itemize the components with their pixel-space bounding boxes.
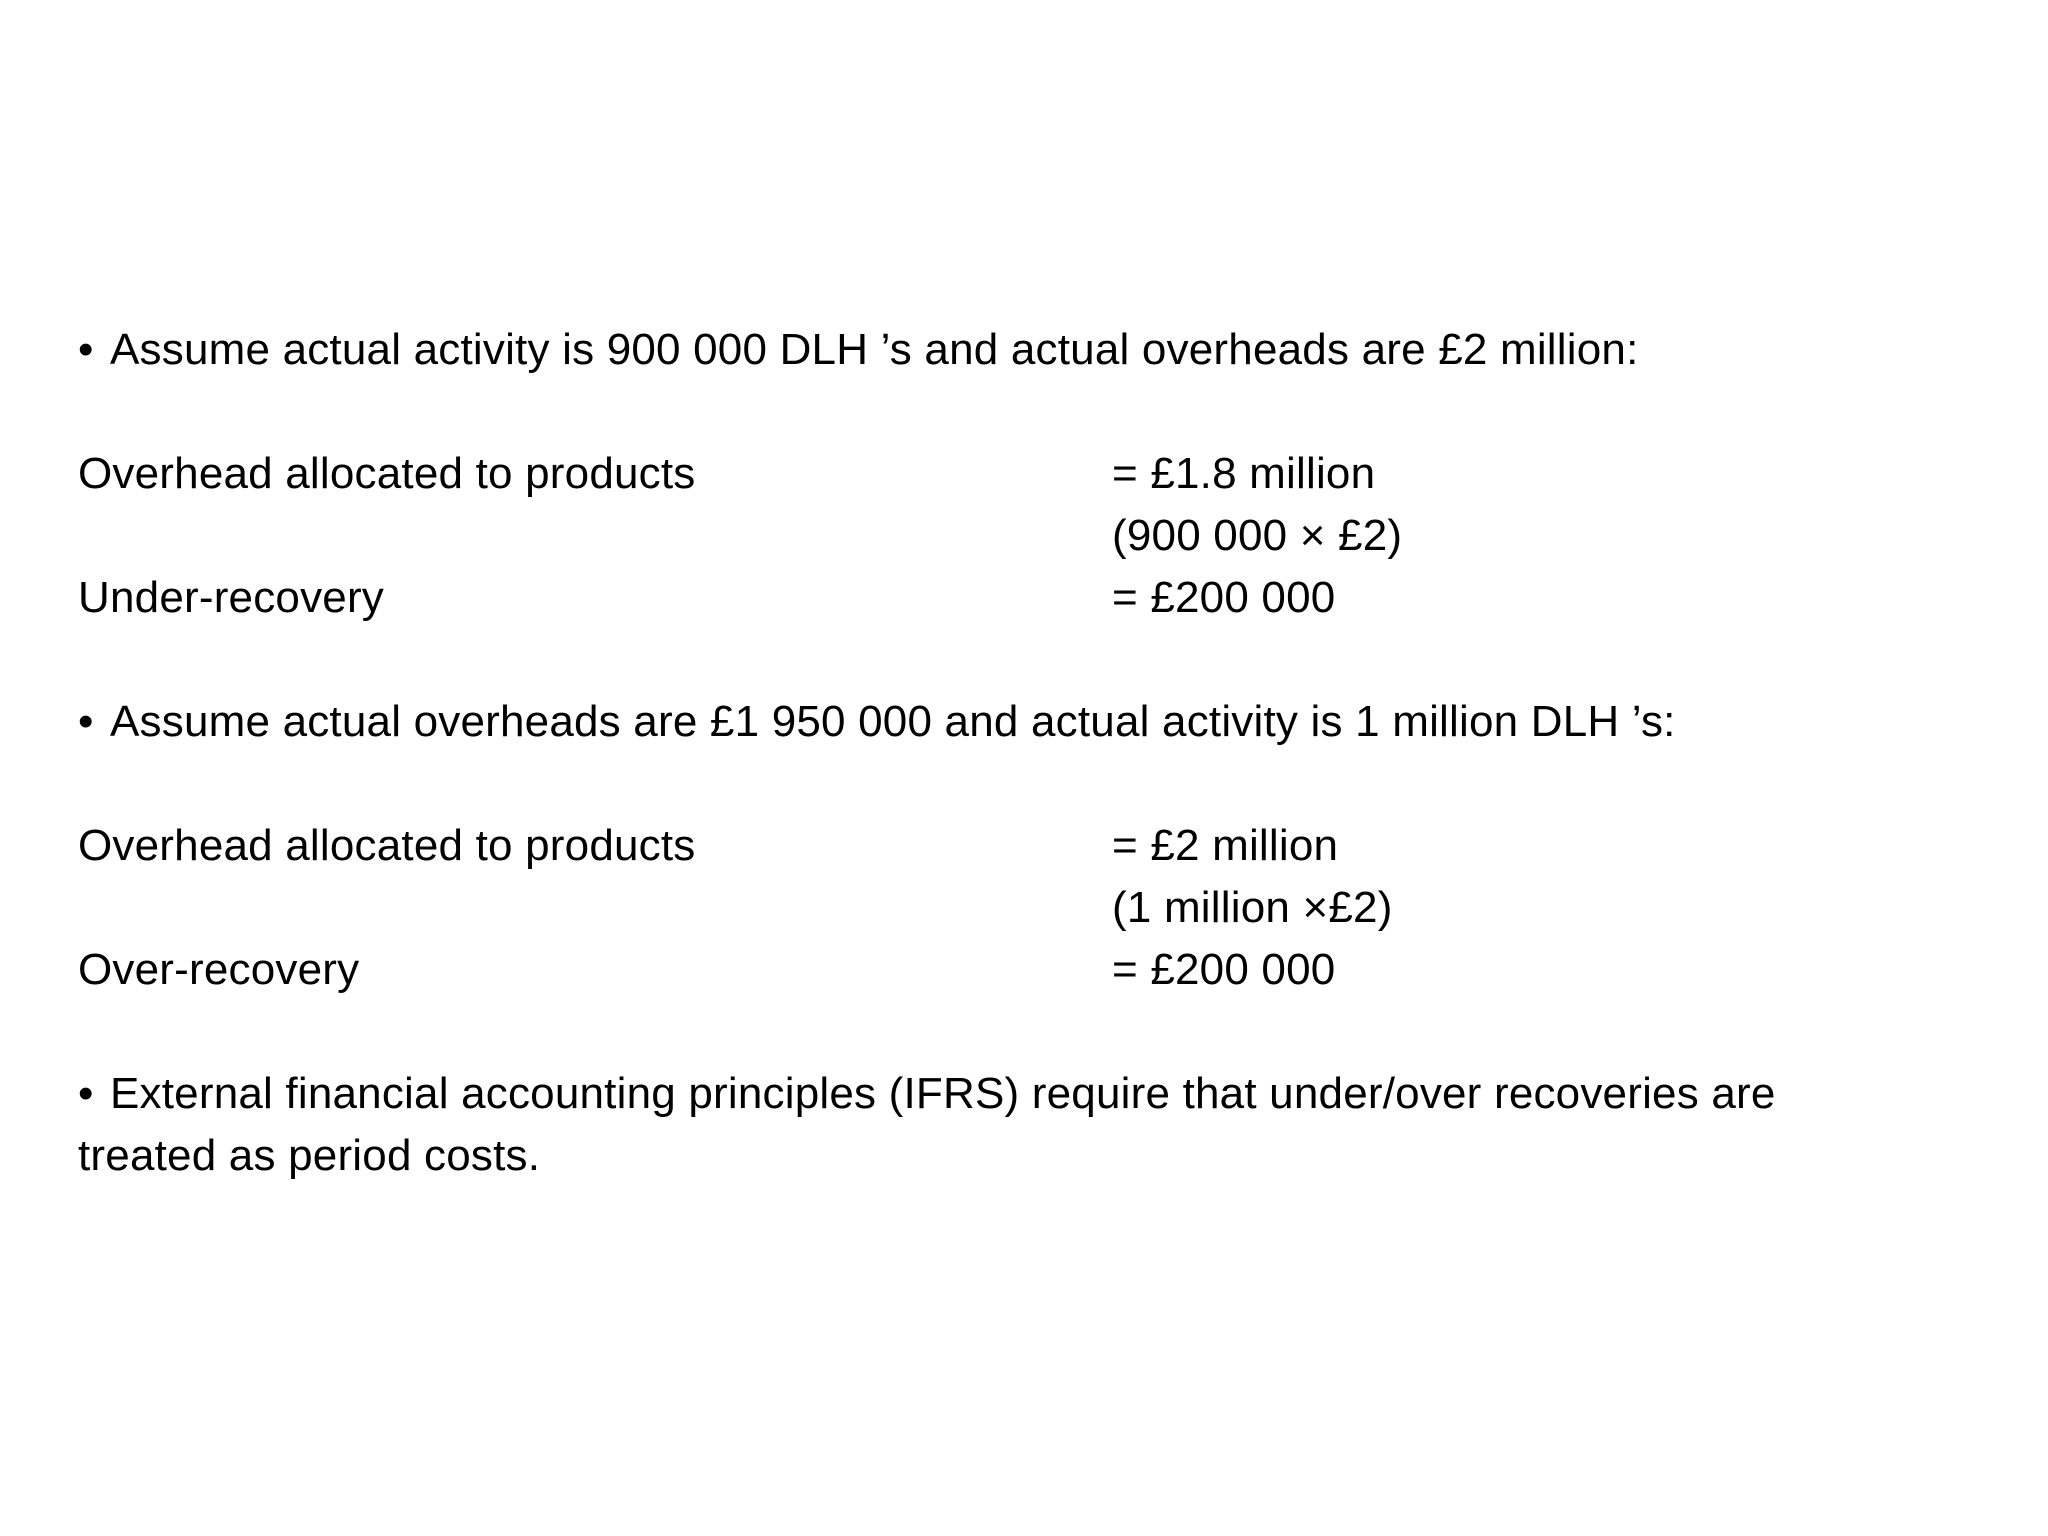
over-recovery-value: = £200 000 <box>1112 945 1336 994</box>
bullet-icon: • <box>78 1069 94 1118</box>
bullet-item-2 <box>78 697 1676 746</box>
bullet-icon: • <box>78 325 94 374</box>
overhead-allocated-calculation: (1 million ×£2) <box>1112 883 1393 932</box>
bullet-text: External financial accounting principles (IFRS) require that under/over recoveries are <box>110 1069 1776 1118</box>
overhead-allocated-label: Overhead allocated to products <box>78 449 696 498</box>
bullet-icon: • <box>78 697 94 746</box>
bullet-text: Assume actual activity is 900 000 DLH ’s and actual overheads are £2 million: <box>110 325 1639 374</box>
under-recovery-label: Under-recovery <box>78 573 385 622</box>
over-recovery-label: Over-recovery <box>78 945 360 994</box>
bullet-item-3 <box>78 1069 1776 1118</box>
bullet-item-1 <box>78 325 1639 374</box>
overhead-allocated-label: Overhead allocated to products <box>78 821 696 870</box>
under-recovery-value: = £200 000 <box>1112 573 1336 622</box>
bullet-text-continuation: treated as period costs. <box>78 1131 541 1180</box>
overhead-allocated-calculation: (900 000 × £2) <box>1112 511 1403 560</box>
overhead-allocated-value: = £2 million <box>1112 821 1339 870</box>
bullet-text: Assume actual overheads are £1 950 000 and actual activity is 1 million DLH ’s: <box>110 697 1676 746</box>
overhead-allocated-value: = £1.8 million <box>1112 449 1376 498</box>
